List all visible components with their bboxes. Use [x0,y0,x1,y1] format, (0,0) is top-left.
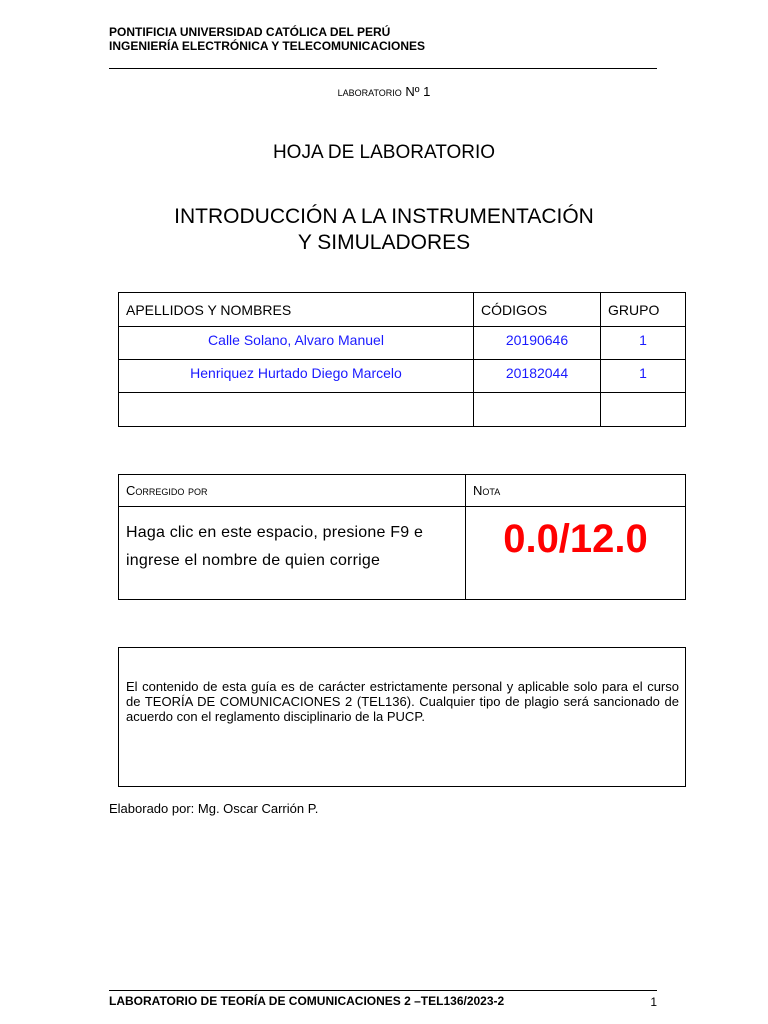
student-code [474,393,601,427]
student-group [601,393,686,427]
notice-box [118,647,686,787]
names-header: APELLIDOS Y NOMBRES [119,293,474,327]
student-name: Henriquez Hurtado Diego Marcelo [119,360,474,393]
header-rule [109,68,657,69]
main-title [0,204,768,256]
footer-title: LABORATORIO DE TEORÍA DE COMUNICACIONES 2 –TEL136/2023-2 [109,994,505,1008]
students-table [118,292,686,427]
sheet-title: HOJA DE LABORATORIO [272,142,496,163]
codes-header: CÓDIGOS [474,293,601,327]
student-name [119,393,474,427]
faculty-name: INGENIERÍA ELECTRÓNICA Y TELECOMUNICACIONES [109,39,426,53]
grade-label: Nota [466,475,686,507]
footer-rule [109,990,657,991]
students-table-header [119,293,686,327]
main-title-line1: INTRODUCCIÓN A LA INSTRUMENTACIÓN [174,205,594,228]
student-name: Calle Solano, Alvaro Manuel [119,327,474,360]
student-group: 1 [601,360,686,393]
author-credit: Elaborado por: Mg. Oscar Carrión P. [109,801,319,816]
table-row [119,327,686,360]
grade-table [118,474,686,600]
page-number: 1 [650,995,657,1009]
corrected-by-label: Corregido por [119,475,466,507]
notice-text: El contenido de esta guía es de carácter estrictamente personal y aplicable solo para el curso de TEORÍA DE COMUNICACIONES 2 (TEL136). Cualquier tipo de plagio será sancionado de acuerdo con el reglamento disciplinario de la PUCP. [126,679,679,724]
group-header: GRUPO [601,293,686,327]
grade-value: 0.0/12.0 [466,507,686,600]
student-code: 20182044 [474,360,601,393]
grade-table-row [119,507,686,600]
table-row [119,360,686,393]
main-title-line2: Y SIMULADORES [297,231,471,254]
student-code: 20190646 [474,327,601,360]
lab-number: laboratorio Nº 1 [337,84,431,99]
student-group: 1 [601,327,686,360]
university-name: PONTIFICIA UNIVERSIDAD CATÓLICA DEL PERÚ [109,25,391,39]
grade-table-header [119,475,686,507]
table-row [119,393,686,427]
corrector-field[interactable]: Haga clic en este espacio, presione F9 e ingrese el nombre de quien corrige [119,507,466,600]
